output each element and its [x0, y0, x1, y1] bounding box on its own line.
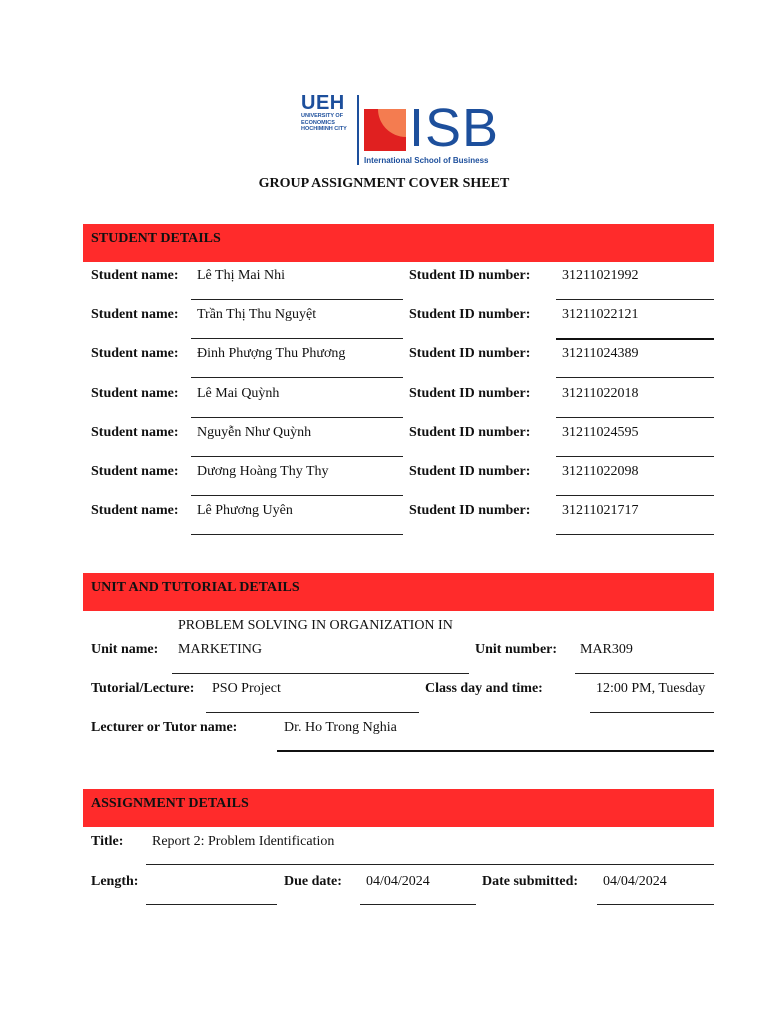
student-id-line — [556, 495, 714, 496]
assignment-title-label: Title: — [91, 834, 124, 849]
student-name-label: Student name: — [91, 268, 179, 283]
logo-divider — [357, 95, 359, 165]
assignment-details-title: ASSIGNMENT DETAILS — [91, 796, 249, 811]
assignment-title-value: Report 2: Problem Identification — [152, 834, 335, 849]
student-name-line — [191, 299, 403, 300]
unit-name-line — [172, 673, 469, 674]
student-id-value: 31211022098 — [562, 464, 639, 479]
student-id-line — [556, 417, 714, 418]
class-time-line — [590, 712, 714, 713]
page-title: GROUP ASSIGNMENT COVER SHEET — [258, 176, 510, 191]
unit-name-label: Unit name: — [91, 642, 159, 657]
ueh-logo-line-3: HOCHIMINH CITY — [301, 126, 347, 132]
student-id-label: Student ID number: — [409, 346, 531, 361]
lecturer-value: Dr. Ho Trong Nghia — [284, 720, 397, 735]
unit-number-line — [575, 673, 714, 674]
ueh-logo-line-2: ECONOMICS — [301, 119, 335, 126]
class-time-value: 12:00 PM, Tuesday — [596, 681, 706, 696]
student-name-value: Lê Mai Quỳnh — [197, 386, 280, 401]
student-name-label: Student name: — [91, 346, 179, 361]
tutorial-value: PSO Project — [212, 681, 281, 696]
isb-logo-icon — [364, 109, 406, 151]
unit-details-title: UNIT AND TUTORIAL DETAILS — [91, 580, 300, 595]
tutorial-line — [206, 712, 419, 713]
student-name-value: Dương Hoàng Thy Thy — [197, 464, 329, 479]
student-name-line — [191, 534, 403, 535]
student-name-label: Student name: — [91, 307, 179, 322]
date-submitted-line — [597, 904, 714, 905]
student-name-line — [191, 495, 403, 496]
ueh-logo — [301, 93, 347, 133]
isb-logo-text: ISB — [409, 98, 500, 158]
student-name-value: Lê Thị Mai Nhi — [197, 268, 286, 283]
student-id-line — [556, 338, 714, 340]
ueh-logo-line-1: UNIVERSITY OF — [301, 113, 344, 119]
student-name-label: Student name: — [91, 503, 179, 518]
lecturer-line — [277, 750, 714, 752]
tutorial-label: Tutorial/Lecture: — [91, 681, 195, 696]
student-name-label: Student name: — [91, 425, 179, 440]
student-id-label: Student ID number: — [409, 268, 531, 283]
student-id-label: Student ID number: — [409, 464, 531, 479]
student-id-line — [556, 456, 714, 457]
student-details-title: STUDENT DETAILS — [91, 231, 221, 246]
ueh-logo-text: UEH — [301, 92, 345, 114]
student-id-label: Student ID number: — [409, 425, 531, 440]
student-name-line — [191, 377, 403, 378]
student-id-label: Student ID number: — [409, 307, 531, 322]
student-id-value: 31211022018 — [562, 386, 639, 401]
student-name-value: Lê Phương Uyên — [197, 503, 293, 518]
length-label: Length: — [91, 874, 139, 889]
student-id-line — [556, 299, 714, 300]
student-name-line — [191, 338, 403, 339]
unit-number-label: Unit number: — [475, 642, 558, 657]
student-name-line — [191, 417, 403, 418]
student-id-value: 31211022121 — [562, 307, 639, 322]
student-name-value: Đinh Phượng Thu Phương — [197, 346, 346, 361]
length-line — [146, 904, 277, 905]
lecturer-label: Lecturer or Tutor name: — [91, 720, 238, 735]
due-date-line — [360, 904, 476, 905]
date-submitted-label: Date submitted: — [482, 874, 579, 889]
student-name-value: Nguyễn Như Quỳnh — [197, 425, 312, 440]
student-id-value: 31211024389 — [562, 346, 639, 361]
student-name-label: Student name: — [91, 464, 179, 479]
date-submitted-value: 04/04/2024 — [603, 874, 667, 889]
due-date-value: 04/04/2024 — [366, 874, 430, 889]
student-name-label: Student name: — [91, 386, 179, 401]
unit-number-value: MAR309 — [580, 642, 633, 657]
student-id-line — [556, 377, 714, 378]
student-id-line — [556, 534, 714, 535]
unit-name-value-line2: MARKETING — [178, 642, 262, 657]
student-name-line — [191, 456, 403, 457]
assignment-title-line — [146, 864, 714, 865]
student-id-label: Student ID number: — [409, 386, 531, 401]
student-id-value: 31211021992 — [562, 268, 639, 283]
student-name-value: Trần Thị Thu Nguyệt — [197, 307, 317, 322]
due-date-label: Due date: — [284, 874, 342, 889]
class-time-label: Class day and time: — [425, 681, 543, 696]
student-id-value: 31211024595 — [562, 425, 639, 440]
unit-name-value-line1: PROBLEM SOLVING IN ORGANIZATION IN — [178, 618, 453, 633]
student-id-value: 31211021717 — [562, 503, 639, 518]
student-id-label: Student ID number: — [409, 503, 531, 518]
isb-logo-subtitle: International School of Business — [364, 156, 489, 165]
